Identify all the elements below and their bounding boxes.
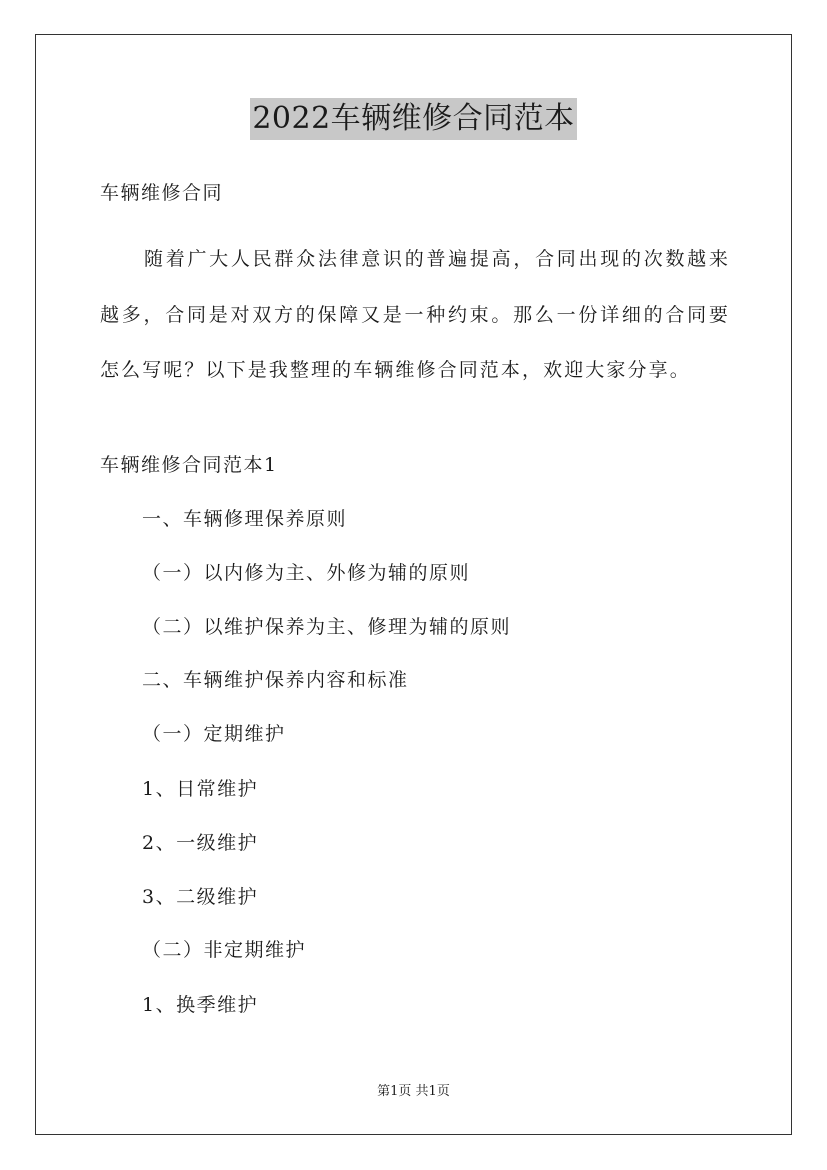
intro-paragraph: 随着广大人民群众法律意识的普遍提高，合同出现的次数越来越多，合同是对双方的保障又是一种约束。那么一份详细的合同要怎么写呢？以下是我整理的车辆维修合同范本，欢迎大家分享。 bbox=[100, 248, 730, 381]
section-heading: 车辆维修合同范本1 bbox=[100, 454, 278, 476]
document-title bbox=[0, 98, 827, 140]
page-number: 第1页 共1页 bbox=[377, 1084, 450, 1099]
list-item: （二）以维护保养为主、修理为辅的原则 bbox=[142, 616, 512, 638]
list-item: 1、日常维护 bbox=[142, 778, 259, 800]
title-text: 2022车辆维修合同范本 bbox=[250, 98, 576, 140]
list-item: 二、车辆维护保养内容和标准 bbox=[142, 669, 409, 691]
list-item: 3、二级维护 bbox=[142, 886, 259, 908]
contract-subtitle: 车辆维修合同 bbox=[100, 182, 224, 204]
list-item: （一）以内修为主、外修为辅的原则 bbox=[142, 562, 471, 584]
list-item: （一）定期维护 bbox=[142, 723, 286, 745]
list-item: 一、车辆修理保养原则 bbox=[142, 508, 348, 530]
list-item: 1、换季维护 bbox=[142, 994, 259, 1016]
list-item: （二）非定期维护 bbox=[142, 939, 307, 961]
list-item: 2、一级维护 bbox=[142, 832, 259, 854]
